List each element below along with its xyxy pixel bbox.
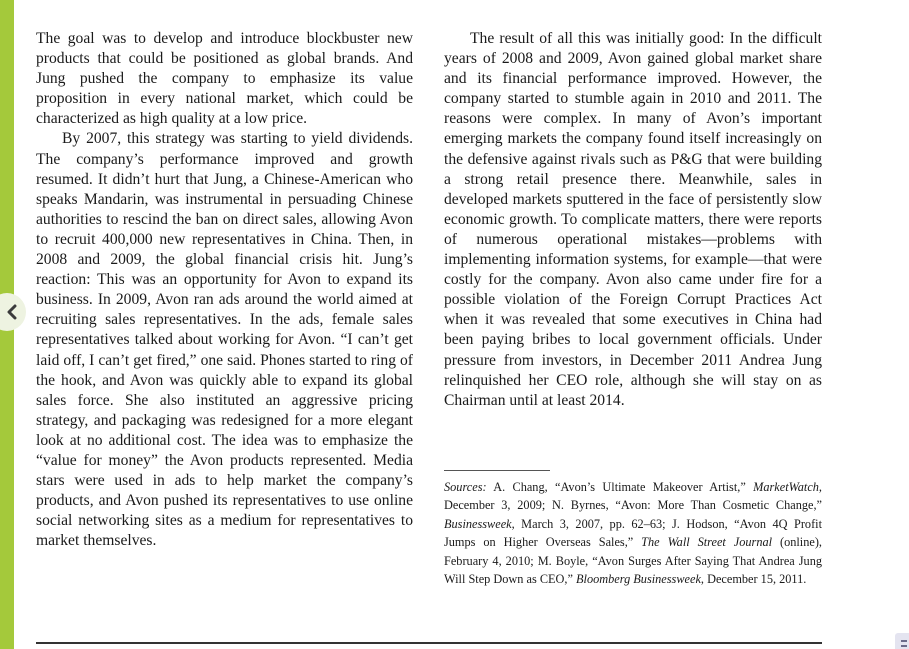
source-publication: MarketWatch, (753, 480, 822, 494)
right-paragraph-1: The result of all this was initially good: In the difficult years of 2008 and 2009, Avon gained global market share and its financial performance improved. However, the company started to stumble again in 2010 and 2011. The reasons were complex. In many of Avon’s important emerging markets the company found itself increasingly on the defensive against rivals such as P&G that were building a strong retail presence there. Meanwhile, sales in developed markets sputtered in the face of persistently slow economic growth. To complicate matters, there were reports of numerous operational mistakes—problems with implementing information systems, for example—that were costly for the company. Avon also came under fire for a possible violation of the Foreign Corrupt Practices Act when it was revealed that some executives in China had been paying bribes to local government officials. Under pressure from investors, in December 2011 Andrea Jung relinquished her CEO role, although she will stay on as Chairman until at least 2014. (444, 30, 822, 409)
footnote-divider (444, 470, 550, 471)
source-text: December 3, 2009; N. Byrnes, “Avon: More Than Cosmetic Change,” (444, 498, 822, 513)
source-text: , December 15, 2011. (700, 572, 807, 587)
right-column (444, 29, 822, 411)
source-publication: Businessweek, (444, 516, 515, 531)
sources-footnote (444, 478, 822, 588)
sources-label: Sources: (444, 480, 487, 494)
left-paragraph-2: By 2007, this strategy was starting to yield dividends. The company’s performance improved and growth resumed. It didn’t hurt that Jung, a Chinese-American who speaks Mandarin, was instrumental in persuading Chinese authorities to rescind the ban on direct sales, allowing Avon to recruit 400,000 new representatives in China. Then, in 2008 and 2009, the global financial crisis hit. Jung’s reaction: This was an opportunity for Avon to expand its business. In 2009, Avon ran ads around the world aimed at recruiting sales representatives. In the ads, female sales representatives talked about working for Avon. “I can’t get laid off, I can’t get fired,” one said. Phones started to ring of the hook, and Avon was quickly able to expand its global sales force. She also instituted an aggressive pricing strategy, and packaging was redesigned for a more elegant look at no additional cost. The idea was to emphasize the “value for money” the Avon products represented. Media stars were used in ads to help market the company’s products, and Avon pushed its representatives to use online social networking sites as a medium for representatives to market themselves. (36, 130, 413, 550)
source-text: A. Chang, “Avon’s Ultimate Makeover Artist,” (486, 480, 754, 494)
page-bottom-rule (36, 642, 822, 644)
menu-icon-bar (901, 645, 907, 647)
left-paragraph-1: The goal was to develop and introduce blockbuster new products that could be positioned as global brands. And Jung pushed the company to emphasize its value proposition in every national market, which could be characterized as high quality at a low price. (36, 30, 413, 128)
source-publication: Bloomberg Businessweek (576, 572, 701, 587)
source-publication: The Wall Street Journal (641, 535, 773, 550)
sources-body (444, 480, 822, 586)
source-text: (online), February 4, 2010; M. Boyle, “Avon Surges After Saying That Andrea Jung Will Step Down as CEO,” (444, 535, 822, 587)
menu-icon (901, 640, 907, 642)
left-column (36, 29, 413, 551)
menu-button[interactable] (895, 633, 909, 649)
chevron-left-icon (5, 304, 19, 320)
previous-page-button[interactable] (0, 293, 26, 331)
source-text: March 3, 2007, pp. 62–63; J. Hodson, “Avon 4Q Profit Jumps on Higher Overseas Sales,” (444, 516, 822, 550)
